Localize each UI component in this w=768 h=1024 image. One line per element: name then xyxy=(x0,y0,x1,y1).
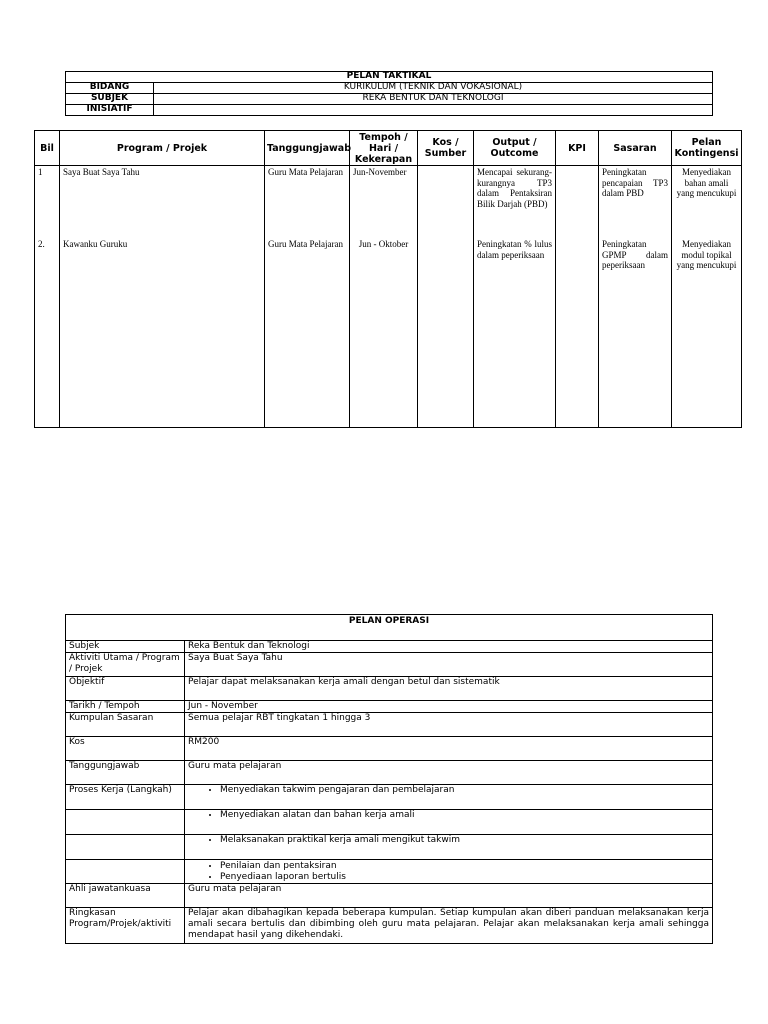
tarikh-value: Jun - November xyxy=(185,701,713,713)
bidang-value: KURIKULUM (TEKNIK DAN VOKASIONAL) xyxy=(154,83,713,94)
proses-step: • Menyediakan alatan dan bahan kerja amali xyxy=(220,810,709,821)
header-bil: Bil xyxy=(35,131,60,166)
proses-step-cell xyxy=(185,810,713,835)
cell-bil: 2. xyxy=(35,238,60,428)
subjek-value: Reka Bentuk dan Teknologi xyxy=(185,641,713,653)
header-sasaran: Sasaran xyxy=(599,131,672,166)
proses-step: • Penilaian dan pentaksiran xyxy=(220,861,709,872)
pelan-taktikal-header-table xyxy=(65,71,713,116)
cell-output: Mencapai sekurang-kurangnya TP3 dalam Pentaksiran Bilik Darjah (PBD) xyxy=(474,166,556,239)
empty-label-cell xyxy=(66,810,185,835)
kos-label: Kos xyxy=(66,737,185,761)
tanggungjawab-value: Guru mata pelajaran xyxy=(185,761,713,785)
header-program: Program / Projek xyxy=(60,131,265,166)
ringkasan-value: Pelajar akan dibahagikan kepada beberapa kumpulan. Setiap kumpulan akan diberi panduan melaksanakan kerja amali secara bertulis dan dibimbing oleh guru mata pelajaran. Pelajar akan melaksanakan kerja amali sehingga mendapat hasil yang dikehendaki. xyxy=(185,908,713,944)
empty-label-cell xyxy=(66,835,185,860)
proses-step-cell xyxy=(185,835,713,860)
header-kpi: KPI xyxy=(556,131,599,166)
inisiatif-value xyxy=(154,105,713,116)
header-tanggungjawab: Tanggungjawab xyxy=(265,131,350,166)
tarikh-label: Tarikh / Tempoh xyxy=(66,701,185,713)
header-kos: Kos / Sumber xyxy=(418,131,474,166)
proses-kerja-label: Proses Kerja (Langkah) xyxy=(66,785,185,810)
program-table-header-row xyxy=(35,131,742,166)
objektif-label: Objektif xyxy=(66,677,185,701)
cell-sasaran: Peningkatan GPMP dalam peperiksaan xyxy=(599,238,672,428)
header-kontingensi: Pelan Kontingensi xyxy=(672,131,742,166)
aktiviti-value: Saya Buat Saya Tahu xyxy=(185,653,713,677)
cell-kos xyxy=(418,238,474,428)
pelan-operasi-title: PELAN OPERASI xyxy=(66,615,713,641)
cell-tempoh: Jun-November xyxy=(350,166,418,239)
cell-kos xyxy=(418,166,474,239)
pelan-taktikal-title: PELAN TAKTIKAL xyxy=(66,72,713,83)
proses-step-cell xyxy=(185,860,713,884)
cell-program: Saya Buat Saya Tahu xyxy=(60,166,265,239)
cell-sasaran: Peningkatan pencapaian TP3 dalam PBD xyxy=(599,166,672,239)
aktiviti-label: Aktiviti Utama / Program / Projek xyxy=(66,653,185,677)
objektif-value: Pelajar dapat melaksanakan kerja amali dengan betul dan sistematik xyxy=(185,677,713,701)
kumpulan-sasaran-value: Semua pelajar RBT tingkatan 1 hingga 3 xyxy=(185,713,713,737)
cell-kpi xyxy=(556,238,599,428)
kumpulan-sasaran-label: Kumpulan Sasaran xyxy=(66,713,185,737)
header-tempoh: Tempoh / Hari / Kekerapan xyxy=(350,131,418,166)
cell-tanggungjawab: Guru Mata Pelajaran xyxy=(265,166,350,239)
ringkasan-label: Ringkasan Program/Projek/aktiviti xyxy=(66,908,185,944)
header-output: Output / Outcome xyxy=(474,131,556,166)
cell-program: Kawanku Guruku xyxy=(60,238,265,428)
subjek-label: Subjek xyxy=(66,641,185,653)
ahli-jawatankuasa-value: Guru mata pelajaran xyxy=(185,884,713,908)
kos-value: RM200 xyxy=(185,737,713,761)
proses-step-cell xyxy=(185,785,713,810)
inisiatif-label: INISIATIF xyxy=(66,105,154,116)
cell-tanggungjawab: Guru Mata Pelajaran xyxy=(265,238,350,428)
pelan-operasi-table xyxy=(65,614,713,944)
table-row xyxy=(35,238,742,428)
empty-label-cell xyxy=(66,860,185,884)
proses-step: • Menyediakan takwim pengajaran dan pembelajaran xyxy=(220,785,709,796)
cell-tempoh: Jun - Oktober xyxy=(350,238,418,428)
tanggungjawab-label: Tanggungjawab xyxy=(66,761,185,785)
table-row xyxy=(35,166,742,239)
proses-step: • Penyediaan laporan bertulis xyxy=(220,872,709,883)
subjek-label: SUBJEK xyxy=(66,94,154,105)
proses-step: • Melaksanakan praktikal kerja amali mengikut takwim xyxy=(220,835,709,846)
ahli-jawatankuasa-label: Ahli jawatankuasa xyxy=(66,884,185,908)
program-table xyxy=(34,130,742,428)
cell-kpi xyxy=(556,166,599,239)
subjek-value: REKA BENTUK DAN TEKNOLOGI xyxy=(154,94,713,105)
cell-output: Peningkatan % lulus dalam peperiksaan xyxy=(474,238,556,428)
bidang-label: BIDANG xyxy=(66,83,154,94)
cell-bil: 1 xyxy=(35,166,60,239)
cell-kontingensi: Menyediakan bahan amali yang mencukupi xyxy=(672,166,742,239)
cell-kontingensi: Menyediakan modul topikal yang mencukupi xyxy=(672,238,742,428)
